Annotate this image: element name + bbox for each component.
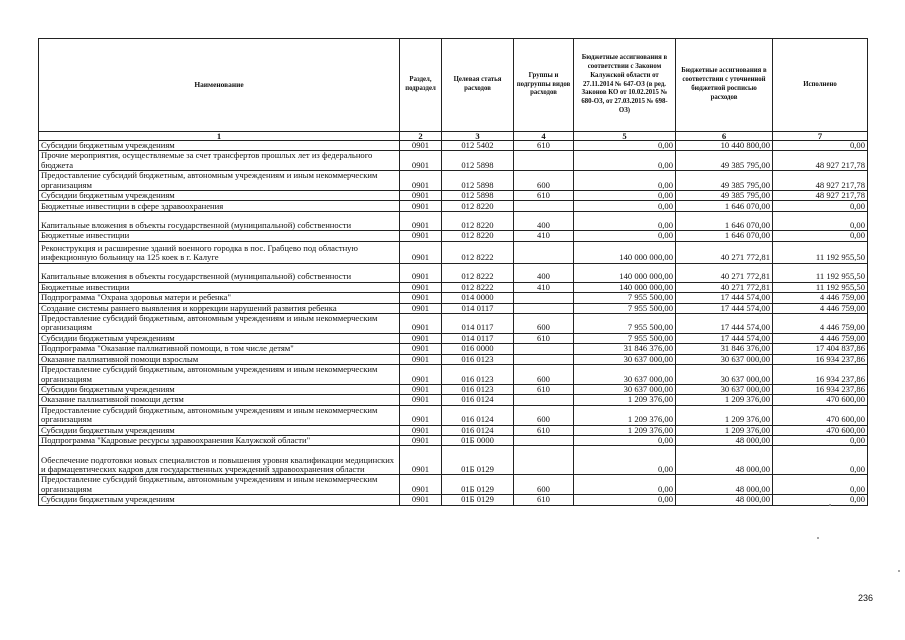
row-target-article: 01Б 0129	[442, 446, 514, 475]
row-section: 0901	[400, 446, 442, 475]
row-section: 0901	[400, 141, 442, 151]
table-row	[39, 171, 868, 191]
row-section: 0901	[400, 354, 442, 364]
row-expense-group: 410	[514, 282, 574, 292]
row-law-amount: 0,00	[574, 151, 676, 171]
row-expense-group: 610	[514, 384, 574, 394]
row-expense-group	[514, 395, 574, 405]
table-row	[39, 201, 868, 212]
row-name: Подпрограмма "Оказание паллиативной помощи, в том числе детям"	[39, 344, 400, 354]
scan-speck	[898, 570, 900, 572]
row-name: Капитальные вложения в объекты государственной (муниципальной) собственности	[39, 263, 400, 282]
table-header	[39, 39, 868, 132]
table-row	[39, 446, 868, 475]
row-section: 0901	[400, 384, 442, 394]
column-numbers-row	[39, 132, 868, 141]
row-expense-group: 610	[514, 191, 574, 201]
row-section: 0901	[400, 344, 442, 354]
row-executed-amount: 11 192 955,50	[773, 263, 868, 282]
table-row	[39, 354, 868, 364]
row-target-article: 016 0123	[442, 384, 514, 394]
row-executed-amount: 470 600,00	[773, 425, 868, 435]
table-row	[39, 365, 868, 385]
row-expense-group: 610	[514, 141, 574, 151]
row-expense-group: 600	[514, 365, 574, 385]
row-name: Предоставление субсидий бюджетным, автономным учреждениям и иным некоммерческим организациям	[39, 405, 400, 425]
row-name: Субсидии бюджетным учреждениям	[39, 333, 400, 343]
row-name: Реконструкция и расширение зданий военного городка в пос. Грабцево под областную инфекционную больницу на 125 коек в г. Калуге	[39, 241, 400, 263]
row-law-amount: 140 000 000,00	[574, 241, 676, 263]
row-target-article: 016 0123	[442, 365, 514, 385]
row-target-article: 012 5402	[442, 141, 514, 151]
column-number: 7	[773, 132, 868, 141]
row-section: 0901	[400, 314, 442, 334]
row-executed-amount: 4 446 759,00	[773, 333, 868, 343]
table-row	[39, 384, 868, 394]
row-target-article: 014 0117	[442, 314, 514, 334]
column-number: 5	[574, 132, 676, 141]
table-row	[39, 435, 868, 445]
table-body	[39, 132, 868, 506]
row-name: Предоставление субсидий бюджетным, автономным учреждениям и иным некоммерческим организациям	[39, 171, 400, 191]
row-executed-amount: 4 446 759,00	[773, 314, 868, 334]
row-expense-group: 610	[514, 333, 574, 343]
row-law-amount: 30 637 000,00	[574, 384, 676, 394]
row-section: 0901	[400, 263, 442, 282]
header-target-article: Целевая статья расходов	[442, 39, 514, 132]
table-row	[39, 405, 868, 425]
row-refined-amount: 1 646 070,00	[676, 231, 773, 241]
row-section: 0901	[400, 231, 442, 241]
row-law-amount: 31 846 376,00	[574, 344, 676, 354]
row-executed-amount: 48 927 217,78	[773, 171, 868, 191]
row-executed-amount: 17 404 837,86	[773, 344, 868, 354]
row-expense-group	[514, 151, 574, 171]
row-section: 0901	[400, 435, 442, 445]
row-expense-group: 600	[514, 475, 574, 495]
row-law-amount: 0,00	[574, 201, 676, 212]
row-expense-group	[514, 435, 574, 445]
row-refined-amount: 48 000,00	[676, 495, 773, 505]
row-executed-amount: 16 934 237,86	[773, 384, 868, 394]
row-refined-amount: 17 444 574,00	[676, 303, 773, 313]
row-refined-amount: 1 209 376,00	[676, 405, 773, 425]
row-refined-amount: 30 637 000,00	[676, 354, 773, 364]
table-row	[39, 151, 868, 171]
table-row	[39, 191, 868, 201]
column-number: 4	[514, 132, 574, 141]
row-name: Бюджетные инвестиции	[39, 231, 400, 241]
row-target-article: 014 0000	[442, 293, 514, 303]
row-executed-amount: 11 192 955,50	[773, 241, 868, 263]
row-section: 0901	[400, 241, 442, 263]
row-target-article: 01Б 0129	[442, 475, 514, 495]
header-law-allocations: Бюджетные ассигнования в соответствии с Законом Калужской области от 27.11.2014 № 647-ОЗ (в ред. Законов КО от 10.02.2015 № 680-ОЗ, от 27.03.2015 № 698-ОЗ)	[574, 39, 676, 132]
row-target-article: 016 0000	[442, 344, 514, 354]
row-target-article: 014 0117	[442, 303, 514, 313]
row-target-article: 016 0123	[442, 354, 514, 364]
row-law-amount: 140 000 000,00	[574, 282, 676, 292]
row-refined-amount: 48 000,00	[676, 475, 773, 495]
row-expense-group	[514, 293, 574, 303]
column-number: 6	[676, 132, 773, 141]
row-section: 0901	[400, 151, 442, 171]
row-target-article: 01Б 0000	[442, 435, 514, 445]
row-executed-amount: 0,00	[773, 446, 868, 475]
row-executed-amount: 0,00	[773, 475, 868, 495]
row-section: 0901	[400, 475, 442, 495]
row-executed-amount: 0,00	[773, 231, 868, 241]
row-name: Субсидии бюджетным учреждениям	[39, 425, 400, 435]
row-section: 0901	[400, 303, 442, 313]
row-name: Субсидии бюджетным учреждениям	[39, 495, 400, 505]
row-expense-group: 610	[514, 495, 574, 505]
row-executed-amount: 0,00	[773, 495, 868, 505]
row-law-amount: 0,00	[574, 435, 676, 445]
row-section: 0901	[400, 171, 442, 191]
row-target-article: 014 0117	[442, 333, 514, 343]
table-row	[39, 231, 868, 241]
row-name: Подпрограмма "Кадровые ресурсы здравоохранения Калужской области"	[39, 435, 400, 445]
header-name: Наименование	[39, 39, 400, 132]
row-target-article: 012 8222	[442, 282, 514, 292]
row-refined-amount: 40 271 772,81	[676, 263, 773, 282]
row-law-amount: 0,00	[574, 171, 676, 191]
row-target-article: 016 0124	[442, 405, 514, 425]
row-law-amount: 0,00	[574, 141, 676, 151]
row-refined-amount: 49 385 795,00	[676, 191, 773, 201]
row-executed-amount: 0,00	[773, 201, 868, 212]
row-refined-amount: 49 385 795,00	[676, 171, 773, 191]
row-law-amount: 0,00	[574, 495, 676, 505]
table-row	[39, 263, 868, 282]
row-expense-group: 400	[514, 263, 574, 282]
row-name: Бюджетные инвестиции	[39, 282, 400, 292]
row-law-amount: 30 637 000,00	[574, 354, 676, 364]
row-law-amount: 1 209 376,00	[574, 395, 676, 405]
row-refined-amount: 48 000,00	[676, 446, 773, 475]
row-target-article: 012 8222	[442, 263, 514, 282]
row-refined-amount: 49 385 795,00	[676, 151, 773, 171]
row-section: 0901	[400, 495, 442, 505]
row-refined-amount: 40 271 772,81	[676, 282, 773, 292]
row-executed-amount: 11 192 955,50	[773, 282, 868, 292]
row-refined-amount: 1 209 376,00	[676, 425, 773, 435]
row-section: 0901	[400, 395, 442, 405]
row-law-amount: 7 955 500,00	[574, 333, 676, 343]
row-executed-amount: 4 446 759,00	[773, 303, 868, 313]
row-executed-amount: 4 446 759,00	[773, 293, 868, 303]
row-target-article: 016 0124	[442, 395, 514, 405]
column-number: 2	[400, 132, 442, 141]
row-target-article: 012 8220	[442, 231, 514, 241]
row-expense-group: 400	[514, 212, 574, 231]
row-name: Капитальные вложения в объекты государственной (муниципальной) собственности	[39, 212, 400, 231]
row-name: Подпрограмма "Охрана здоровья матери и ребенка"	[39, 293, 400, 303]
row-expense-group: 610	[514, 425, 574, 435]
table-row	[39, 141, 868, 151]
row-refined-amount: 1 209 376,00	[676, 395, 773, 405]
table-row	[39, 293, 868, 303]
page-number: 236	[858, 593, 874, 603]
column-number: 1	[39, 132, 400, 141]
table-row	[39, 425, 868, 435]
row-refined-amount: 10 440 800,00	[676, 141, 773, 151]
row-section: 0901	[400, 212, 442, 231]
row-refined-amount: 30 637 000,00	[676, 365, 773, 385]
row-section: 0901	[400, 405, 442, 425]
row-target-article: 012 5898	[442, 171, 514, 191]
row-refined-amount: 17 444 574,00	[676, 333, 773, 343]
header-section: Раздел, подраздел	[400, 39, 442, 132]
table-row	[39, 303, 868, 313]
row-target-article: 01Б 0129	[442, 495, 514, 505]
row-expense-group: 600	[514, 171, 574, 191]
row-executed-amount: 48 927 217,78	[773, 191, 868, 201]
row-target-article: 012 8220	[442, 212, 514, 231]
row-law-amount: 0,00	[574, 475, 676, 495]
row-target-article: 012 5898	[442, 151, 514, 171]
row-law-amount: 7 955 500,00	[574, 303, 676, 313]
row-section: 0901	[400, 365, 442, 385]
row-law-amount: 7 955 500,00	[574, 314, 676, 334]
row-name: Субсидии бюджетным учреждениям	[39, 141, 400, 151]
row-law-amount: 1 209 376,00	[574, 425, 676, 435]
row-target-article: 012 5898	[442, 191, 514, 201]
table-row	[39, 475, 868, 495]
row-target-article: 012 8222	[442, 241, 514, 263]
row-name: Оказание паллиативной помощи взрослым	[39, 354, 400, 364]
row-expense-group	[514, 201, 574, 212]
row-refined-amount: 40 271 772,81	[676, 241, 773, 263]
row-law-amount: 7 955 500,00	[574, 293, 676, 303]
row-target-article: 012 8220	[442, 201, 514, 212]
row-executed-amount: 0,00	[773, 212, 868, 231]
row-law-amount: 30 637 000,00	[574, 365, 676, 385]
row-executed-amount: 16 934 237,86	[773, 354, 868, 364]
row-section: 0901	[400, 201, 442, 212]
row-refined-amount: 1 646 070,00	[676, 212, 773, 231]
row-section: 0901	[400, 282, 442, 292]
row-law-amount: 0,00	[574, 212, 676, 231]
row-expense-group	[514, 303, 574, 313]
column-number: 3	[442, 132, 514, 141]
row-executed-amount: 0,00	[773, 141, 868, 151]
row-expense-group: 410	[514, 231, 574, 241]
row-refined-amount: 31 846 376,00	[676, 344, 773, 354]
row-name: Обеспечение подготовки новых специалистов и повышения уровня квалификации медицинских и фармацевтических кадров для государственных учреждений здравоохранения области	[39, 446, 400, 475]
row-refined-amount: 17 444 574,00	[676, 314, 773, 334]
scan-speck	[829, 504, 831, 506]
header-executed: Исполнено	[773, 39, 868, 132]
row-refined-amount: 17 444 574,00	[676, 293, 773, 303]
header-expense-groups: Группы и подгруппы видов расходов	[514, 39, 574, 132]
table-row	[39, 241, 868, 263]
row-executed-amount: 470 600,00	[773, 395, 868, 405]
row-expense-group	[514, 354, 574, 364]
row-refined-amount: 48 000,00	[676, 435, 773, 445]
table-row	[39, 395, 868, 405]
row-name: Оказание паллиативной помощи детям	[39, 395, 400, 405]
row-name: Создание системы раннего выявления и коррекции нарушений развития ребенка	[39, 303, 400, 313]
row-section: 0901	[400, 425, 442, 435]
row-law-amount: 0,00	[574, 191, 676, 201]
table-row	[39, 344, 868, 354]
row-law-amount: 0,00	[574, 231, 676, 241]
row-target-article: 016 0124	[442, 425, 514, 435]
row-expense-group	[514, 344, 574, 354]
header-refined-allocations: Бюджетные ассигнования в соответствии с уточненной бюджетной росписью расходов	[676, 39, 773, 132]
scan-speck	[817, 537, 819, 539]
table-row	[39, 333, 868, 343]
table-row	[39, 314, 868, 334]
row-section: 0901	[400, 333, 442, 343]
row-section: 0901	[400, 293, 442, 303]
row-name: Предоставление субсидий бюджетным, автономным учреждениям и иным некоммерческим организациям	[39, 365, 400, 385]
row-name: Предоставление субсидий бюджетным, автономным учреждениям и иным некоммерческим организациям	[39, 314, 400, 334]
row-name: Прочие мероприятия, осуществляемые за счет трансфертов прошлых лет из федерального бюджета	[39, 151, 400, 171]
table-row	[39, 212, 868, 231]
row-name: Предоставление субсидий бюджетным, автономным учреждениям и иным некоммерческим организациям	[39, 475, 400, 495]
row-name: Субсидии бюджетным учреждениям	[39, 191, 400, 201]
row-expense-group: 600	[514, 314, 574, 334]
table-row	[39, 495, 868, 505]
row-expense-group: 600	[514, 405, 574, 425]
budget-table	[38, 38, 868, 506]
row-refined-amount: 1 646 070,00	[676, 201, 773, 212]
row-law-amount: 140 000 000,00	[574, 263, 676, 282]
row-expense-group	[514, 241, 574, 263]
row-executed-amount: 48 927 217,78	[773, 151, 868, 171]
table-row	[39, 282, 868, 292]
row-law-amount: 0,00	[574, 446, 676, 475]
row-section: 0901	[400, 191, 442, 201]
row-refined-amount: 30 637 000,00	[676, 384, 773, 394]
row-expense-group	[514, 446, 574, 475]
row-executed-amount: 470 600,00	[773, 405, 868, 425]
row-name: Бюджетные инвестиции в сфере здравоохранения	[39, 201, 400, 212]
row-executed-amount: 16 934 237,86	[773, 365, 868, 385]
row-name: Субсидии бюджетным учреждениям	[39, 384, 400, 394]
row-law-amount: 1 209 376,00	[574, 405, 676, 425]
row-executed-amount: 0,00	[773, 435, 868, 445]
